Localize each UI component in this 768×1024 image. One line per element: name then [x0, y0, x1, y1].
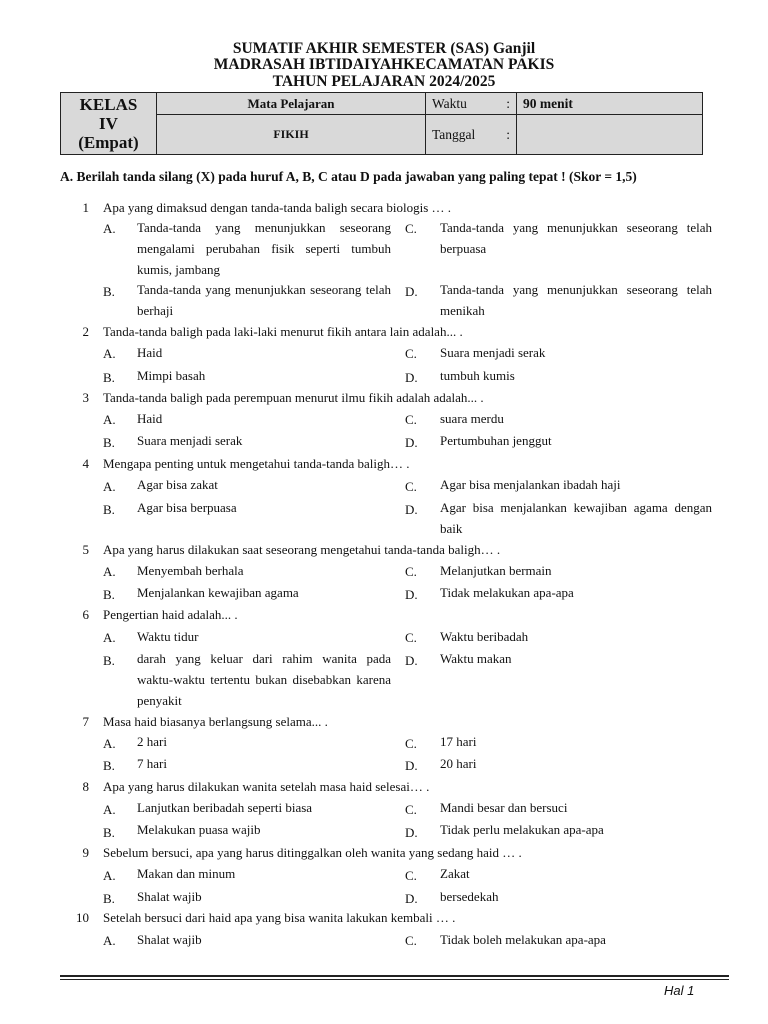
section-a-instruction: A. Berilah tanda silang (X) pada huruf A, B, C atau D pada jawaban yang paling tepat ! (Skor = 1,5)	[60, 169, 637, 184]
option-letter-d: D.	[405, 502, 418, 517]
option-letter-c: C.	[405, 564, 417, 579]
option-letter-a: A.	[103, 630, 116, 645]
option-b: darah yang keluar dari rahim wanita pada waktu-waktu tertentu bukan disebabkan karena penyakit	[137, 651, 391, 708]
class-cell	[61, 93, 157, 155]
duration-colon: :	[506, 95, 510, 111]
option-letter-d: D.	[405, 653, 418, 668]
option-letter-d: D.	[405, 370, 418, 385]
duration-label-cell	[426, 93, 517, 115]
option-a: Tanda-tanda yang menunjukkan seseorang mengalami perubahan fisik seperti tumbuh kumis, jambang	[137, 220, 391, 277]
option-b: Melakukan puasa wajib	[137, 822, 261, 837]
option-letter-b: B.	[103, 284, 115, 299]
option-a: Lanjutkan beribadah seperti biasa	[137, 800, 313, 815]
option-d: bersedekah	[440, 889, 499, 904]
option-letter-b: B.	[103, 587, 115, 602]
date-label: Tanggal	[432, 126, 476, 142]
option-b: Mimpi basah	[137, 368, 206, 383]
option-c: Agar bisa menjalankan ibadah haji	[440, 477, 621, 492]
option-d: tumbuh kumis	[440, 368, 515, 383]
option-c: 17 hari	[440, 734, 477, 749]
option-c: Zakat	[440, 866, 470, 881]
option-letter-a: A.	[103, 479, 116, 494]
question-number: 3	[82, 390, 89, 405]
question-text: Apa yang dimaksud dengan tanda-tanda baligh secara biologis … .	[103, 200, 452, 215]
question-text: Pengertian haid adalah... .	[103, 607, 238, 622]
exam-info-table	[60, 92, 703, 155]
option-letter-d: D.	[405, 284, 418, 299]
page-number: Hal 1	[664, 983, 695, 998]
question-number: 6	[82, 607, 89, 622]
option-letter-d: D.	[405, 825, 418, 840]
question-text: Tanda-tanda baligh pada laki-laki menurut fikih antara lain adalah... .	[103, 324, 463, 339]
option-d: Tanda-tanda yang menunjukkan seseorang telah menikah	[440, 282, 712, 318]
option-a: Agar bisa zakat	[137, 477, 218, 492]
option-letter-c: C.	[405, 736, 417, 751]
option-letter-b: B.	[103, 502, 115, 517]
date-colon: :	[506, 126, 510, 142]
option-c: Tanda-tanda yang menunjukkan seseorang telah berpuasa	[440, 220, 712, 256]
option-letter-b: B.	[103, 370, 115, 385]
question-text: Masa haid biasanya berlangsung selama... .	[103, 714, 328, 729]
option-letter-c: C.	[405, 933, 417, 948]
option-d: Tidak melakukan apa-apa	[440, 585, 574, 600]
option-a: Makan dan minum	[137, 866, 236, 881]
duration-label: Waktu	[432, 95, 467, 111]
option-letter-d: D.	[405, 891, 418, 906]
option-letter-a: A.	[103, 868, 116, 883]
option-c: Suara menjadi serak	[440, 345, 546, 360]
option-letter-b: B.	[103, 825, 115, 840]
option-c: Mandi besar dan bersuci	[440, 800, 568, 815]
option-letter-c: C.	[405, 630, 417, 645]
option-letter-a: A.	[103, 933, 116, 948]
question-number: 8	[82, 779, 89, 794]
option-a: Haid	[137, 345, 163, 360]
option-letter-c: C.	[405, 346, 417, 361]
footer-divider	[60, 975, 729, 977]
option-letter-b: B.	[103, 891, 115, 906]
option-letter-a: A.	[103, 802, 116, 817]
question-text: Sebelum bersuci, apa yang harus ditinggalkan oleh wanita yang sedang haid … .	[103, 845, 522, 860]
option-b: Agar bisa berpuasa	[137, 500, 237, 515]
option-c: Tidak boleh melakukan apa-apa	[440, 932, 606, 947]
class-number: IV	[99, 114, 118, 133]
option-d: Pertumbuhan jenggut	[440, 433, 552, 448]
option-letter-a: A.	[103, 346, 116, 361]
duration-value: 90 menit	[517, 93, 703, 115]
option-letter-b: B.	[103, 653, 115, 668]
option-d: Tidak perlu melakukan apa-apa	[440, 822, 604, 837]
option-b: Menjalankan kewajiban agama	[137, 585, 299, 600]
question-number: 4	[82, 456, 89, 471]
option-letter-c: C.	[405, 479, 417, 494]
question-number: 10	[76, 910, 89, 925]
question-text: Setelah bersuci dari haid apa yang bisa wanita lakukan kembali … .	[103, 910, 456, 925]
option-a: Waktu tidur	[137, 629, 199, 644]
option-b: 7 hari	[137, 756, 167, 771]
option-b: Shalat wajib	[137, 889, 202, 904]
date-value	[517, 115, 703, 155]
option-letter-a: A.	[103, 412, 116, 427]
option-letter-c: C.	[405, 221, 417, 236]
exam-title: SUMATIF AKHIR SEMESTER (SAS) Ganjil	[232, 40, 536, 57]
date-label-cell	[426, 115, 517, 155]
question-text: Tanda-tanda baligh pada perempuan menurut ilmu fikih adalah adalah... .	[103, 390, 484, 405]
option-letter-d: D.	[405, 587, 418, 602]
question-text: Apa yang harus dilakukan saat seseorang mengetahui tanda-tanda baligh… .	[103, 542, 501, 557]
option-letter-c: C.	[405, 412, 417, 427]
option-a: Haid	[137, 411, 163, 426]
option-a: Shalat wajib	[137, 932, 202, 947]
option-a: Menyembah berhala	[137, 563, 244, 578]
school-name: MADRASAH IBTIDAIYAHKECAMATAN PAKIS	[213, 56, 555, 73]
question-number: 1	[82, 200, 89, 215]
option-letter-a: A.	[103, 736, 116, 751]
question-text: Apa yang harus dilakukan wanita setelah masa haid selesai… .	[103, 779, 430, 794]
option-c: Waktu beribadah	[440, 629, 529, 644]
question-number: 9	[82, 845, 89, 860]
question-number: 5	[82, 542, 89, 557]
option-letter-c: C.	[405, 868, 417, 883]
question-text: Mengapa penting untuk mengetahui tanda-tanda baligh… .	[103, 456, 410, 471]
option-d: 20 hari	[440, 756, 477, 771]
option-c: suara merdu	[440, 411, 504, 426]
option-d: Agar bisa menjalankan kewajiban agama dengan baik	[440, 500, 712, 536]
academic-year: TAHUN PELAJARAN 2024/2025	[272, 73, 496, 90]
option-b: Suara menjadi serak	[137, 433, 243, 448]
footer-divider	[60, 979, 729, 980]
question-number: 2	[82, 324, 89, 339]
option-d: Waktu makan	[440, 651, 512, 666]
option-letter-d: D.	[405, 435, 418, 450]
option-b: Tanda-tanda yang menunjukkan seseorang telah berhaji	[137, 282, 391, 318]
class-label: KELAS	[79, 95, 138, 114]
option-letter-d: D.	[405, 758, 418, 773]
question-number: 7	[82, 714, 89, 729]
option-c: Melanjutkan bermain	[440, 563, 552, 578]
subject-value: FIKIH	[157, 115, 426, 155]
option-letter-b: B.	[103, 758, 115, 773]
option-letter-b: B.	[103, 435, 115, 450]
option-letter-a: A.	[103, 564, 116, 579]
option-letter-c: C.	[405, 802, 417, 817]
subject-label: Mata Pelajaran	[157, 93, 426, 115]
class-name: (Empat)	[78, 133, 139, 152]
option-letter-a: A.	[103, 221, 116, 236]
option-a: 2 hari	[137, 734, 167, 749]
